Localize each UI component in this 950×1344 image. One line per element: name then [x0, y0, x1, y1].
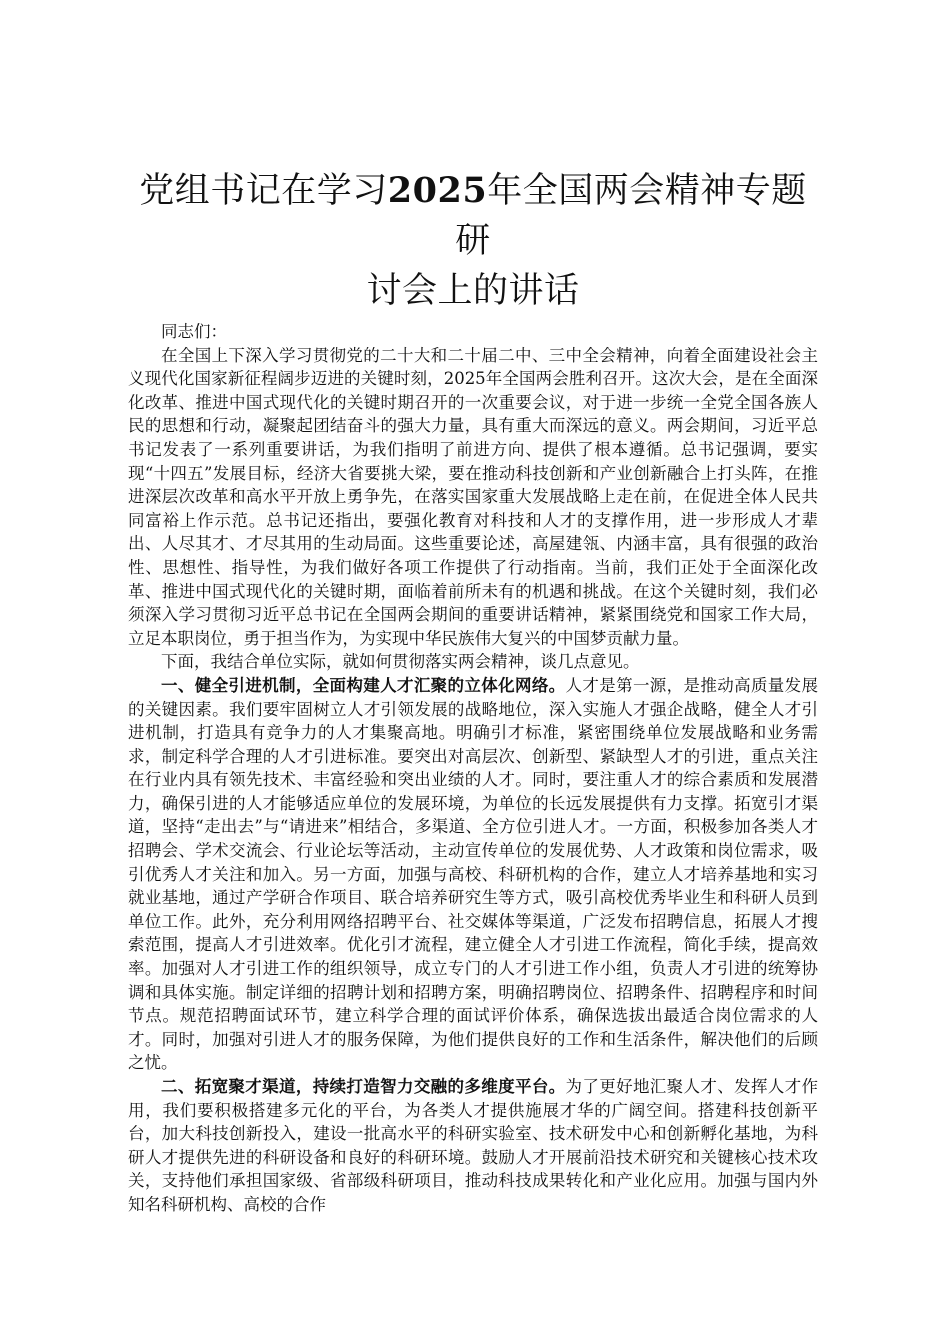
- document-body: [128, 320, 818, 1217]
- section1-paragraph: [128, 674, 818, 1075]
- intro-paragraph: 在全国上下深入学习贯彻党的二十大和二十届二中、三中全会精神，向着全面建设社会主义现代化国家新征程阔步迈进的关键时刻，2025年全国两会胜利召开。这次大会，是在全面深化改革、推进中国式现代化的关键时期召开的一次重要会议，对于进一步统一全党全国各族人民的思想和行动，凝聚起团结奋斗的强大力量，具有重大而深远的意义。两会期间，习近平总书记发表了一系列重要讲话，为我们指明了前进方向、提供了根本遵循。总书记强调，要实现“十四五”发展目标，经济大省要挑大梁，要在推动科技创新和产业创新融合上打头阵，在推进深层次改革和高水平开放上勇争先，在落实国家重大发展战略上走在前，在促进全体人民共同富裕上作示范。总书记还指出，要强化教育对科技和人才的支撑作用，进一步形成人才辈出、人尽其才、才尽其用的生动局面。这些重要论述，高屋建瓴、内涵丰富，具有很强的政治性、思想性、指导性，为我们做好各项工作提供了行动指南。当前，我们正处于全面深化改革、推进中国式现代化的关键时期，面临着前所未有的机遇和挑战。在这个关键时刻，我们必须深入学习贯彻习近平总书记在全国两会期间的重要讲话精神，紧紧围绕党和国家工作大局，立足本职岗位，勇于担当作为，为实现中华民族伟大复兴的中国梦贡献力量。: [128, 345, 818, 648]
- section2-heading: 二、拓宽聚才渠道，持续打造智力交融的多维度平台。: [161, 1077, 566, 1096]
- section2-paragraph: [128, 1075, 818, 1217]
- title-year: 2025: [387, 170, 488, 211]
- section1-text: 人才是第一源，是推动高质量发展的关键因素。我们要牢固树立人才引领发展的战略地位，深入实施人才强企战略，健全人才引进机制，打造具有竞争力的人才集聚高地。明确引才标准，紧密围绕单位发展战略和业务需求，制定科学合理的人才引进标准。要突出对高层次、创新型、紧缺型人才的引进，重点关注在行业内具有领先技术、丰富经验和突出业绩的人才。同时，要注重人才的综合素质和发展潜力，确保引进的人才能够适应单位的发展环境，为单位的长远发展提供有力支撑。拓宽引才渠道，坚持“走出去”与“请进来”相结合，多渠道、全方位引进人才。一方面，积极参加各类人才招聘会、学术交流会、行业论坛等活动，主动宣传单位的发展优势、人才政策和岗位需求，吸引优秀人才关注和加入。另一方面，加强与高校、科研机构的合作，建立人才培养基地和实习就业基地，通过产学研合作项目、联合培养研究生等方式，吸引高校优秀毕业生和科研人员到单位工作。此外，充分利用网络招聘平台、社交媒体等渠道，广泛发布招聘信息，拓展人才搜索范围，提高人才引进效率。优化引才流程，建立健全人才引进工作流程，简化手续，提高效率。加强对人才引进工作的组织领导，成立专门的人才引进工作小组，负责人才引进的统筹协调和具体实施。制定详细的招聘计划和招聘方案，明确招聘岗位、招聘条件、招聘程序和时间节点。规范招聘面试环节，建立科学合理的面试评价体系，确保选拔出最适合岗位需求的人才。同时，加强对引进人才的服务保障，为他们提供良好的工作和生活条件，解决他们的后顾之忧。: [128, 675, 819, 1073]
- title-line1-pre: 党组书记在学习: [139, 171, 388, 211]
- document-title: [128, 166, 818, 316]
- salutation: 同志们：: [161, 322, 227, 341]
- transition-paragraph: 下面，我结合单位实际，就如何贯彻落实两会精神，谈几点意见。: [161, 652, 640, 672]
- title-line2: 讨会上的讲话: [366, 271, 580, 311]
- section1-heading: 一、健全引进机制，全面构建人才汇聚的立体化网络。: [161, 675, 566, 695]
- title-line1-post: 年全国两会精神专题研: [455, 171, 807, 261]
- document-page: [128, 166, 818, 1217]
- section2-text: 为了更好地汇聚人才、发挥人才作用，我们要积极搭建多元化的平台，为各类人才提供施展才华的广阔空间。搭建科技创新平台，加大科技创新投入，建设一批高水平的科研实验室、技术研发中心和创新孵化基地，为科研人才提供先进的科研设备和良好的科研环境。鼓励人才开展前沿技术研究和关键核心技术攻关，支持他们承担国家级、省部级科研项目，推动科技成果转化和产业化应用。加强与国内外知名科研机构、高校的合作: [128, 1077, 819, 1214]
